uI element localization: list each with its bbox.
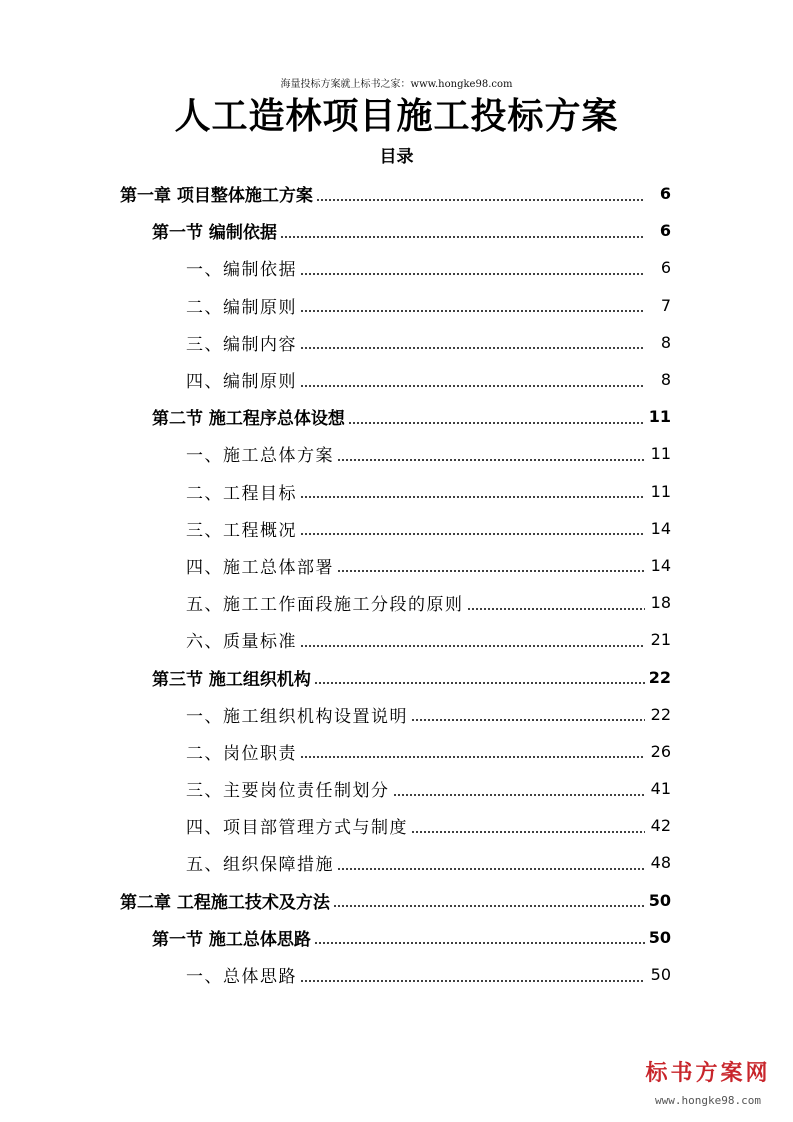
toc-page-number: 11	[650, 481, 671, 501]
toc-entry-title: 第二节 施工程序总体设想	[152, 409, 345, 430]
toc-subsection-entry[interactable]	[0, 435, 793, 472]
toc-page-number: 21	[650, 630, 671, 650]
toc-entry-title: 第一节 编制依据	[152, 223, 277, 244]
toc-page-number: 26	[650, 741, 671, 761]
toc-page-number: 11	[650, 444, 671, 464]
toc-dot-leader	[300, 645, 645, 647]
toc-page-number: 41	[650, 779, 671, 799]
toc-page-number: 14	[650, 555, 671, 575]
watermark-url: www.hongke98.com	[655, 1094, 761, 1107]
toc-page-number: 42	[650, 816, 671, 836]
toc-entry-title: 一、施工总体方案	[186, 446, 334, 467]
table-of-contents	[0, 175, 793, 993]
toc-subsection-entry[interactable]	[0, 510, 793, 547]
toc-chapter-entry[interactable]	[0, 175, 793, 212]
toc-page-number: 14	[650, 518, 671, 538]
document-title: 人工造林项目施工投标方案	[174, 95, 619, 137]
toc-section-entry[interactable]	[0, 919, 793, 956]
toc-dot-leader	[393, 794, 646, 796]
toc-entry-title: 一、编制依据	[186, 260, 297, 281]
toc-page-number: 11	[648, 407, 671, 427]
toc-page-number: 50	[650, 965, 671, 985]
toc-dot-leader	[300, 533, 645, 535]
toc-dot-leader	[411, 719, 645, 721]
toc-dot-leader	[300, 347, 645, 349]
toc-page-number: 8	[660, 332, 671, 352]
toc-dot-leader	[337, 459, 645, 461]
toc-subsection-entry[interactable]	[0, 361, 793, 398]
toc-dot-leader	[316, 199, 645, 201]
toc-subsection-entry[interactable]	[0, 696, 793, 733]
toc-page-number: 6	[659, 221, 671, 241]
toc-entry-title: 一、施工组织机构设置说明	[186, 706, 408, 727]
toc-page-number: 50	[648, 927, 671, 947]
toc-heading: 目录	[379, 147, 414, 167]
header-note: 海量投标方案就上标书之家：www.hongke98.com	[280, 79, 513, 90]
toc-dot-leader	[411, 831, 645, 833]
toc-dot-leader	[314, 942, 645, 944]
toc-dot-leader	[300, 496, 645, 498]
toc-dot-leader	[300, 310, 645, 312]
watermark-title: 标书方案网	[645, 1061, 771, 1086]
toc-entry-title: 三、工程概况	[186, 520, 297, 541]
toc-dot-leader	[300, 980, 645, 982]
toc-page-number: 22	[650, 704, 671, 724]
toc-subsection-entry[interactable]	[0, 807, 793, 844]
toc-dot-leader	[280, 236, 645, 238]
toc-subsection-entry[interactable]	[0, 584, 793, 621]
toc-dot-leader	[300, 756, 645, 758]
toc-subsection-entry[interactable]	[0, 547, 793, 584]
toc-subsection-entry[interactable]	[0, 621, 793, 658]
toc-entry-title: 第三节 施工组织机构	[152, 669, 311, 690]
toc-entry-title: 三、编制内容	[186, 334, 297, 355]
toc-dot-leader	[337, 868, 645, 870]
toc-page-number: 8	[660, 370, 671, 390]
toc-subsection-entry[interactable]	[0, 249, 793, 286]
toc-page-number: 6	[659, 184, 671, 204]
toc-entry-title: 二、岗位职责	[186, 743, 297, 764]
toc-subsection-entry[interactable]	[0, 770, 793, 807]
toc-entry-title: 二、工程目标	[186, 483, 297, 504]
toc-dot-leader	[314, 682, 645, 684]
toc-subsection-entry[interactable]	[0, 733, 793, 770]
toc-subsection-entry[interactable]	[0, 287, 793, 324]
toc-dot-leader	[300, 385, 645, 387]
toc-page-number: 50	[648, 890, 671, 910]
toc-section-entry[interactable]	[0, 658, 793, 695]
toc-dot-leader	[300, 273, 645, 275]
toc-dot-leader	[467, 608, 646, 610]
toc-page-number: 6	[660, 258, 671, 278]
toc-entry-title: 四、施工总体部署	[186, 557, 334, 578]
toc-entry-title: 第一章 项目整体施工方案	[120, 186, 313, 207]
toc-subsection-entry[interactable]	[0, 956, 793, 993]
toc-entry-title: 四、项目部管理方式与制度	[186, 818, 408, 839]
toc-page-number: 18	[650, 593, 671, 613]
toc-dot-leader	[337, 570, 645, 572]
toc-chapter-entry[interactable]	[0, 882, 793, 919]
toc-page-number: 7	[660, 295, 671, 315]
toc-entry-title: 四、编制原则	[186, 372, 297, 393]
toc-dot-leader	[333, 905, 645, 907]
toc-entry-title: 三、主要岗位责任制划分	[186, 781, 390, 802]
toc-section-entry[interactable]	[0, 398, 793, 435]
site-watermark	[633, 1060, 783, 1120]
toc-subsection-entry[interactable]	[0, 844, 793, 881]
toc-entry-title: 第一节 施工总体思路	[152, 929, 311, 950]
toc-dot-leader	[348, 422, 645, 424]
toc-section-entry[interactable]	[0, 212, 793, 249]
toc-entry-title: 五、施工工作面段施工分段的原则	[186, 595, 464, 616]
toc-page-number: 48	[650, 853, 671, 873]
toc-entry-title: 一、总体思路	[186, 967, 297, 988]
toc-subsection-entry[interactable]	[0, 324, 793, 361]
toc-entry-title: 五、组织保障措施	[186, 855, 334, 876]
toc-entry-title: 六、质量标准	[186, 632, 297, 653]
toc-entry-title: 二、编制原则	[186, 297, 297, 318]
toc-entry-title: 第二章 工程施工技术及方法	[120, 892, 330, 913]
toc-page-number: 22	[648, 667, 671, 687]
toc-subsection-entry[interactable]	[0, 473, 793, 510]
